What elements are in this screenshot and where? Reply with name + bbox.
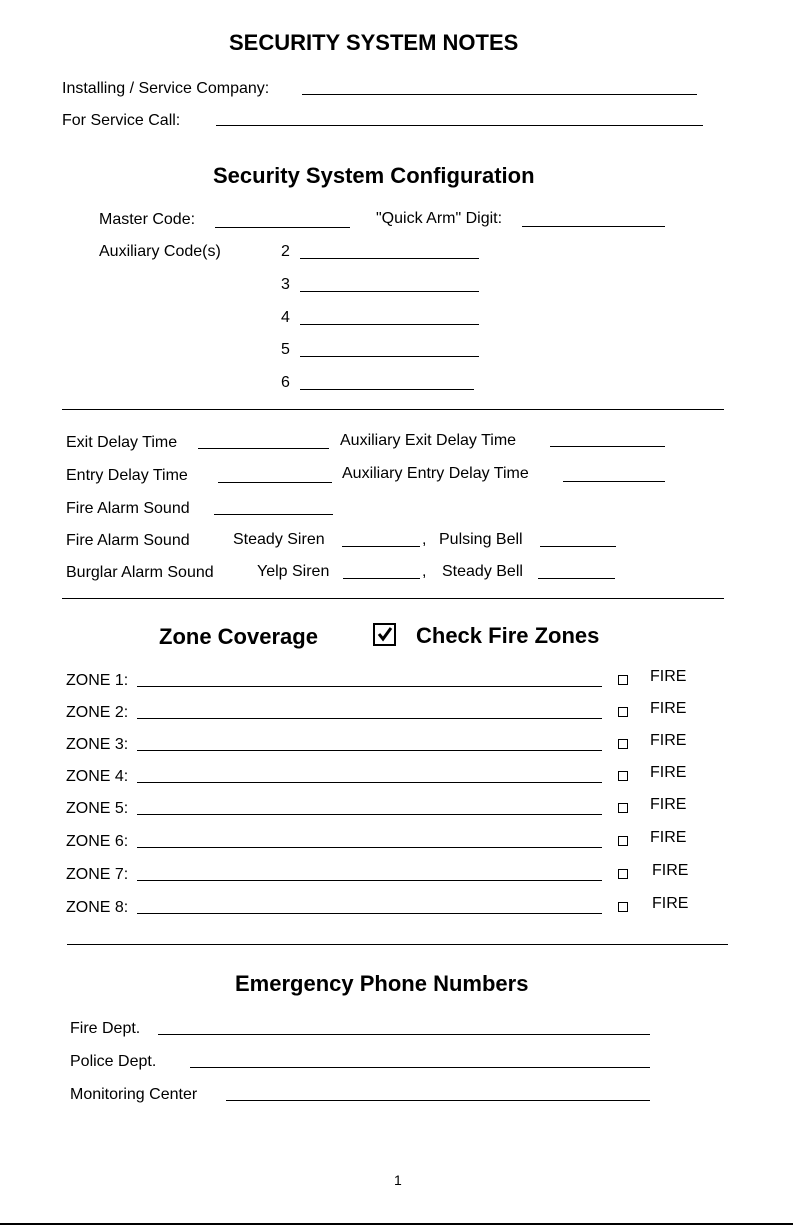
- aux-entry-delay-field[interactable]: [563, 481, 665, 482]
- fire-label: FIRE: [650, 796, 687, 813]
- zone-field[interactable]: [137, 686, 602, 687]
- installing-company-field[interactable]: [302, 94, 697, 95]
- monitoring-center-label: Monitoring Center: [70, 1086, 198, 1103]
- monitoring-center-field[interactable]: [226, 1100, 650, 1101]
- zone-label: ZONE 4:: [66, 768, 129, 785]
- emergency-heading: Emergency Phone Numbers: [235, 971, 529, 996]
- aux-entry-delay-label: Auxiliary Entry Delay Time: [342, 465, 529, 482]
- fire-checkbox[interactable]: [618, 902, 628, 912]
- page-title: SECURITY SYSTEM NOTES: [229, 30, 519, 55]
- page-number: 1: [394, 1172, 402, 1188]
- steady-siren-label: Steady Siren: [233, 531, 325, 548]
- aux-code-number: 6: [281, 374, 290, 391]
- yelp-siren-label: Yelp Siren: [257, 563, 330, 580]
- aux-code-field[interactable]: [300, 389, 474, 390]
- fire-label: FIRE: [650, 732, 687, 749]
- config-heading: Security System Configuration: [213, 163, 535, 188]
- aux-codes-label: Auxiliary Code(s): [99, 243, 221, 260]
- fire-alarm-sound-label: Fire Alarm Sound: [66, 532, 190, 549]
- zone-label: ZONE 5:: [66, 800, 129, 817]
- check-icon: [373, 623, 396, 646]
- aux-code-number: 4: [281, 309, 290, 326]
- pulsing-bell-field[interactable]: [540, 546, 616, 547]
- police-dept-field[interactable]: [190, 1067, 650, 1068]
- fire-checkbox[interactable]: [618, 869, 628, 879]
- zone-field[interactable]: [137, 913, 602, 914]
- burglar-alarm-sound-label: Burglar Alarm Sound: [66, 564, 214, 581]
- exit-delay-field[interactable]: [198, 448, 329, 449]
- quick-arm-label: "Quick Arm" Digit:: [376, 210, 503, 227]
- police-dept-label: Police Dept.: [70, 1053, 157, 1070]
- service-call-label: For Service Call:: [62, 112, 181, 129]
- service-call-field[interactable]: [216, 125, 703, 126]
- zone-field[interactable]: [137, 718, 602, 719]
- quick-arm-field[interactable]: [522, 226, 665, 227]
- aux-code-field[interactable]: [300, 291, 479, 292]
- zone-field[interactable]: [137, 847, 602, 848]
- fire-alarm-sound-field[interactable]: [214, 514, 333, 515]
- aux-code-number: 2: [281, 243, 290, 260]
- section-divider: [67, 944, 728, 945]
- yelp-siren-field[interactable]: [343, 578, 420, 579]
- steady-bell-field[interactable]: [538, 578, 615, 579]
- check-fire-zones-label: Check Fire Zones: [416, 623, 600, 648]
- fire-label: FIRE: [652, 895, 689, 912]
- entry-delay-field[interactable]: [218, 482, 332, 483]
- fire-label: FIRE: [650, 764, 687, 781]
- zone-label: ZONE 6:: [66, 833, 129, 850]
- aux-code-number: 3: [281, 276, 290, 293]
- pulsing-bell-label: Pulsing Bell: [439, 531, 523, 548]
- entry-delay-label: Entry Delay Time: [66, 467, 188, 484]
- zone-field[interactable]: [137, 750, 602, 751]
- zone-field[interactable]: [137, 814, 602, 815]
- zone-label: ZONE 3:: [66, 736, 129, 753]
- aux-exit-delay-label: Auxiliary Exit Delay Time: [340, 432, 517, 449]
- installing-company-label: Installing / Service Company:: [62, 80, 270, 97]
- fire-checkbox[interactable]: [618, 739, 628, 749]
- fire-label: FIRE: [652, 862, 689, 879]
- comma: ,: [422, 531, 427, 548]
- fire-label: FIRE: [650, 829, 687, 846]
- zone-field[interactable]: [137, 880, 602, 881]
- fire-checkbox[interactable]: [618, 836, 628, 846]
- aux-code-field[interactable]: [300, 356, 479, 357]
- aux-code-field[interactable]: [300, 258, 479, 259]
- fire-checkbox[interactable]: [618, 675, 628, 685]
- fire-dept-label: Fire Dept.: [70, 1020, 141, 1037]
- exit-delay-label: Exit Delay Time: [66, 434, 178, 451]
- zone-field[interactable]: [137, 782, 602, 783]
- fire-checkbox[interactable]: [618, 771, 628, 781]
- fire-checkbox[interactable]: [618, 803, 628, 813]
- comma: ,: [422, 563, 427, 580]
- fire-label: FIRE: [650, 668, 687, 685]
- fire-checkbox[interactable]: [618, 707, 628, 717]
- steady-bell-label: Steady Bell: [442, 563, 523, 580]
- fire-dept-field[interactable]: [158, 1034, 650, 1035]
- zone-label: ZONE 1:: [66, 672, 129, 689]
- fire-label: FIRE: [650, 700, 687, 717]
- aux-code-field[interactable]: [300, 324, 479, 325]
- zone-label: ZONE 8:: [66, 899, 129, 916]
- steady-siren-field[interactable]: [342, 546, 420, 547]
- section-divider: [62, 598, 724, 599]
- fire-alarm-sound-label: Fire Alarm Sound: [66, 500, 190, 517]
- master-code-field[interactable]: [215, 227, 350, 228]
- aux-exit-delay-field[interactable]: [550, 446, 665, 447]
- zone-coverage-heading: Zone Coverage: [159, 624, 318, 649]
- zone-label: ZONE 7:: [66, 866, 129, 883]
- zone-label: ZONE 2:: [66, 704, 129, 721]
- aux-code-number: 5: [281, 341, 290, 358]
- master-code-label: Master Code:: [99, 211, 196, 228]
- section-divider: [62, 409, 724, 410]
